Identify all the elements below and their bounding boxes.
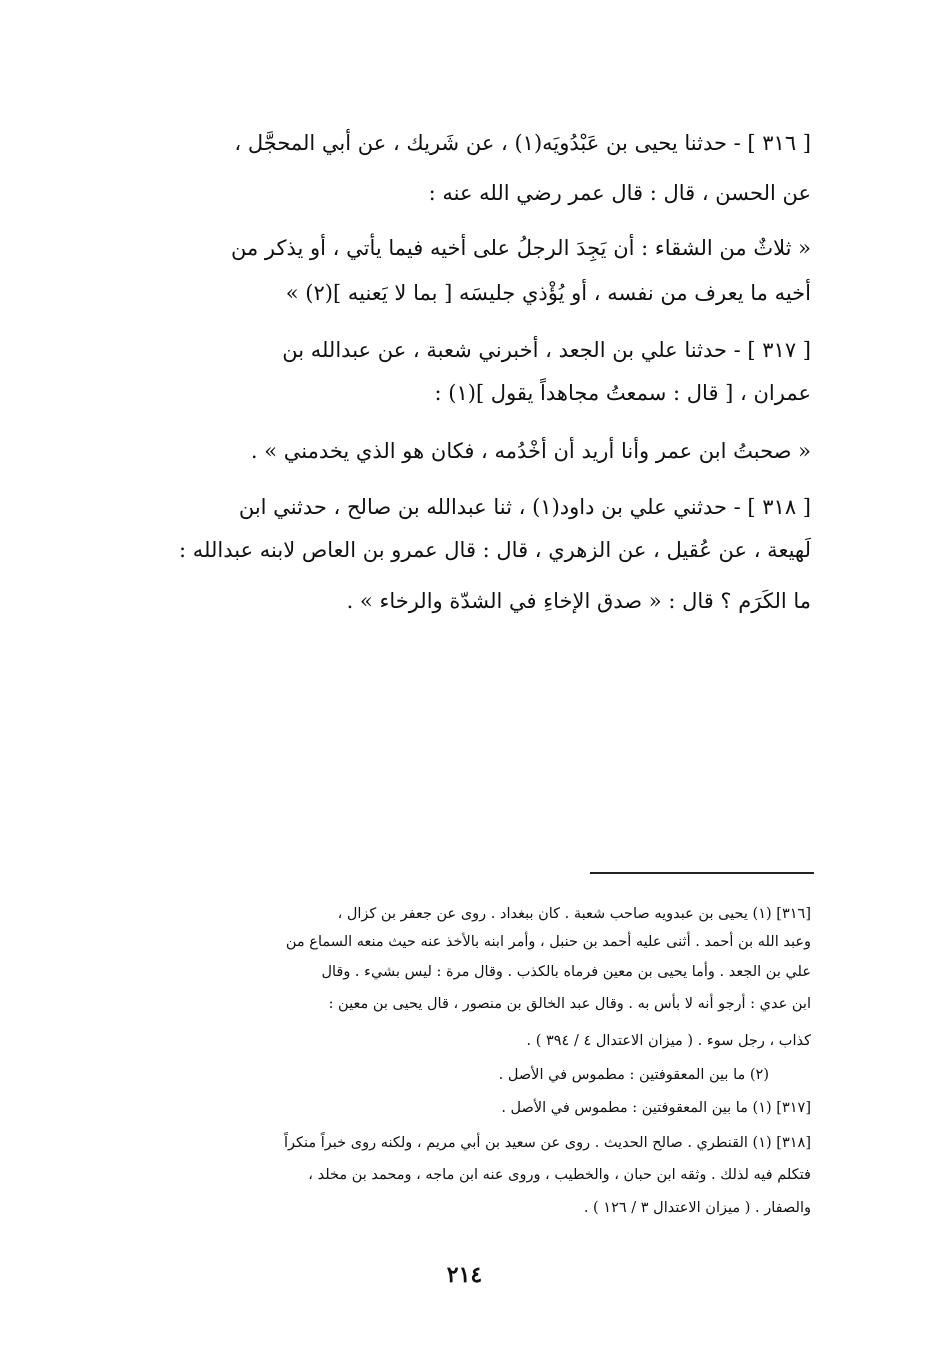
page-number: ٢١٤ <box>446 1262 483 1288</box>
text-line: عمران ، [ قال : سمعتُ مجاهداً يقول ](١) : <box>434 381 811 405</box>
footnote-line: [٣١٧] (١) ما بين المعقوفتين : مطموس في الأصل . <box>501 1100 811 1116</box>
footnote-line: كذاب ، رجل سوء . ( ميزان الاعتدال ٤ / ٣٩٤ ) . <box>526 1033 811 1049</box>
text-line: « صحبتُ ابن عمر وأنا أريد أن أخْدُمه ، فكان هو الذي يخدمني » . <box>250 439 811 463</box>
footnote-line: علي بن الجعد . وأما يحيى بن معين فرماه بالكذب . وقال مرة : ليس بشيء . وقال <box>321 964 811 980</box>
footnote-line: فتكلم فيه لذلك . وثقه ابن حبان ، والخطيب ، وروى عنه ابن ماجه ، ومحمد بن مخلد ، <box>308 1167 811 1183</box>
text-line: أخيه ما يعرف من نفسه ، أو يُؤْذي جليسَه [ بما لا يَعنيه ](٢) » <box>285 281 811 305</box>
text-line: « ثلاثٌ من الشقاء : أن يَجِدَ الرجلُ على أخيه فيما يأتي ، أو يذكر من <box>230 236 811 260</box>
text-line: [ ٣١٧ ] - حدثنا علي بن الجعد ، أخبرني شعبة ، عن عبدالله بن <box>282 338 811 362</box>
footnote-divider <box>590 872 814 874</box>
footnote-line: [٣١٦] (١) يحيى بن عبدويه صاحب شعبة . كان ببغداد . روى عن جعفر بن كزال ، <box>337 906 811 922</box>
footnote-line: والصفار . ( ميزان الاعتدال ٣ / ١٢٦ ) . <box>583 1200 811 1216</box>
text-line: لَهيعة ، عن عُقيل ، عن الزهري ، قال : قال عمرو بن العاص لابنه عبدالله : <box>179 538 811 562</box>
text-line: ما الكَرَم ؟ قال : « صدق الإخاءِ في الشدّة والرخاء » . <box>346 589 811 613</box>
text-line: [ ٣١٨ ] - حدثني علي بن داود(١) ، ثنا عبدالله بن صالح ، حدثني ابن <box>238 495 811 519</box>
footnote-line: وعبد الله بن أحمد . أثنى عليه أحمد بن حنبل ، وأمر ابنه بالأخذ عنه حيث منعه السماع من <box>285 934 811 950</box>
footnote-line: [٣١٨] (١) القنطري . صالح الحديث . روى عن سعيد بن أبي مريم ، ولكنه روى خبراً منكراً <box>283 1135 811 1151</box>
text-line: [ ٣١٦ ] - حدثنا يحيى بن عَبْدُويَه(١) ، عن شَريك ، عن أبي المحجَّل ، <box>234 131 811 155</box>
footnote-line: (٢) ما بين المعقوفتين : مطموس في الأصل . <box>498 1067 769 1083</box>
text-line: عن الحسن ، قال : قال عمر رضي الله عنه : <box>428 181 811 205</box>
footnote-line: ابن عدي : أرجو أنه لا بأس به . وقال عبد الخالق بن منصور ، قال يحيى بن معين : <box>328 996 811 1012</box>
